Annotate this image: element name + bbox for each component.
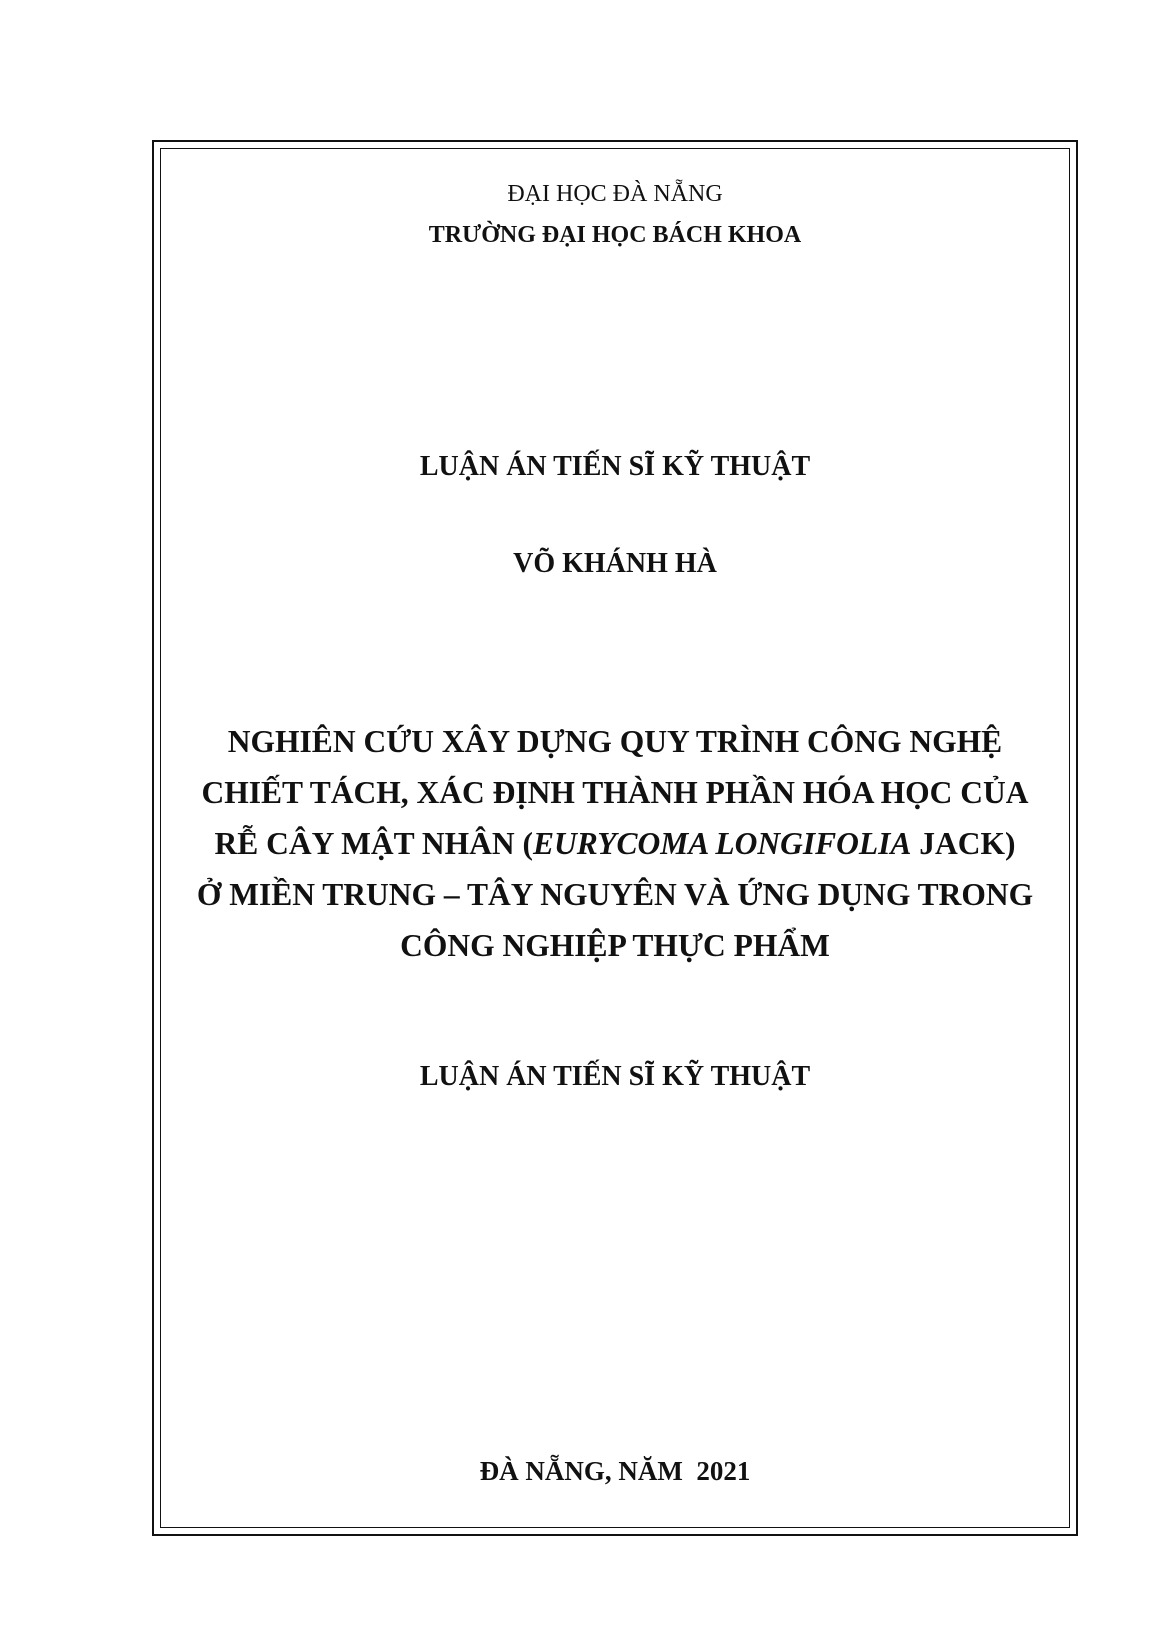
author-name: VÕ KHÁNH HÀ	[513, 548, 717, 579]
thesis-title-line-5: CÔNG NGHIỆP THỰC PHẨM	[400, 928, 830, 963]
species-name-italic: EURYCOMA LONGIFOLIA	[533, 826, 912, 861]
place-and-year: ĐÀ NẴNG, NĂM 2021	[479, 1456, 751, 1486]
thesis-title-line-1: NGHIÊN CỨU XÂY DỰNG QUY TRÌNH CÔNG NGHỆ	[227, 724, 1003, 759]
thesis-title-line-2: CHIẾT TÁCH, XÁC ĐỊNH THÀNH PHẦN HÓA HỌC CỦA	[201, 775, 1029, 810]
thesis-title-line-3	[160, 818, 1070, 869]
thesis-title-line-3-end: JACK)	[911, 826, 1016, 861]
degree-heading: LUẬN ÁN TIẾN SĨ KỸ THUẬT	[419, 451, 811, 482]
thesis-title	[160, 716, 1070, 971]
degree-subheading: LUẬN ÁN TIẾN SĨ KỸ THUẬT	[419, 1061, 811, 1092]
thesis-title-line-4: Ở MIỀN TRUNG – TÂY NGUYÊN VÀ ỨNG DỤNG TRONG	[196, 877, 1034, 912]
university-name: ĐẠI HỌC ĐÀ NẴNG	[507, 181, 723, 207]
thesis-title-line-3-start: RỄ CÂY MẬT NHÂN (	[214, 826, 533, 861]
school-name: TRƯỜNG ĐẠI HỌC BÁCH KHOA	[428, 222, 802, 248]
